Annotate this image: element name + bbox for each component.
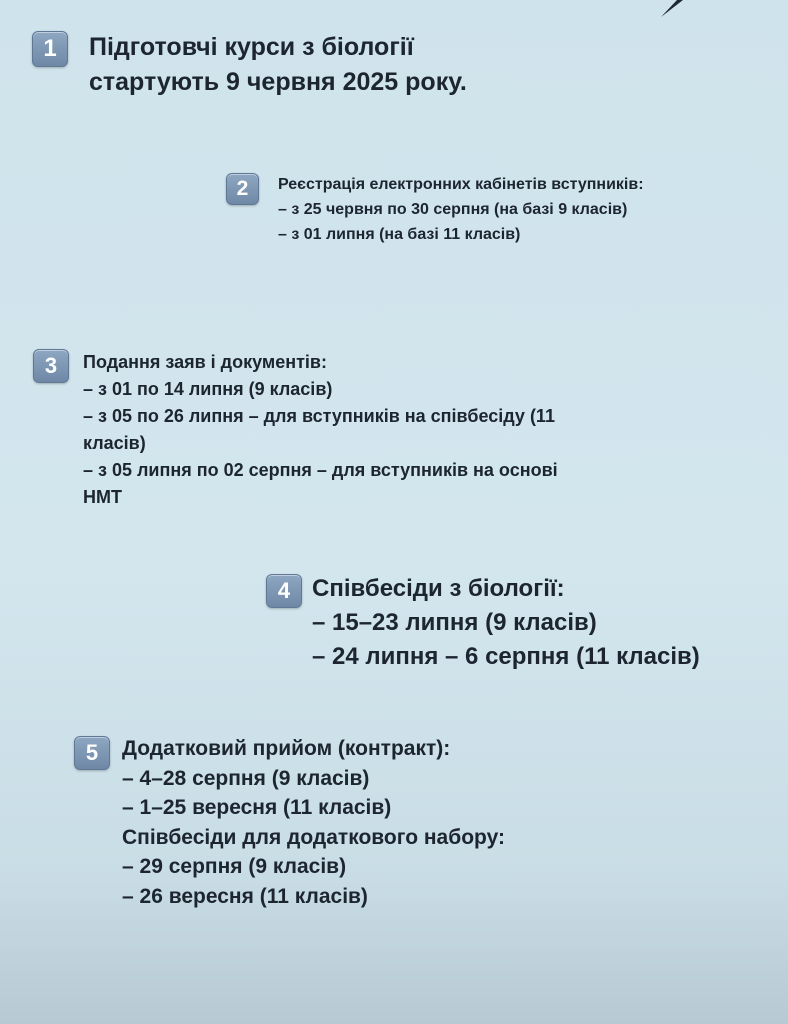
step-3-line: НМТ <box>83 487 122 507</box>
step-3-line: – з 05 по 26 липня – для вступників на співбесіду (11 <box>83 406 555 426</box>
step-2-line: – з 01 липня (на базі 11 класів) <box>278 226 521 243</box>
step-4-line: – 24 липня – 6 серпня (11 класів) <box>312 643 700 670</box>
step-5-line: Співбесіди для додаткового набору: <box>122 825 505 849</box>
step-2-number-badge: 2 <box>226 173 259 205</box>
step-3-line: – з 01 по 14 липня (9 класів) <box>83 379 333 399</box>
step-1-line: стартують 9 червня 2025 року. <box>89 68 467 96</box>
pen-stroke-icon <box>655 0 685 18</box>
step-4-number-badge: 4 <box>266 574 302 608</box>
step-5-line: – 29 серпня (9 класів) <box>122 855 347 878</box>
step-5-text <box>122 734 505 911</box>
step-4-text <box>312 572 700 674</box>
step-1-text <box>89 30 467 100</box>
step-5-number-badge: 5 <box>74 736 110 770</box>
step-5-line: Додатковий прийом (контракт): <box>122 737 451 760</box>
step-4-line: Співбесіди з біології: <box>312 575 565 602</box>
step-5-line: – 4–28 серпня (9 класів) <box>122 766 370 790</box>
step-3-number-badge: 3 <box>33 349 69 383</box>
step-1-number-badge: 1 <box>32 31 68 67</box>
step-1-line: Підготовчі курси з біології <box>89 33 414 61</box>
step-3-text <box>83 349 558 511</box>
step-2-line: – з 25 червня по 30 серпня (на базі 9 класів) <box>278 201 628 218</box>
step-3-line: Подання заяв і документів: <box>83 352 327 372</box>
step-2-line: Реєстрація електронних кабінетів вступників: <box>278 176 644 193</box>
step-3-line: – з 05 липня по 02 серпня – для вступників на основі <box>83 460 558 480</box>
step-3-line: класів) <box>83 433 146 453</box>
step-5-line: – 26 вересня (11 класів) <box>122 884 368 908</box>
step-2-text <box>278 172 644 247</box>
step-5-line: – 1–25 вересня (11 класів) <box>122 796 392 819</box>
step-4-line: – 15–23 липня (9 класів) <box>312 609 597 636</box>
